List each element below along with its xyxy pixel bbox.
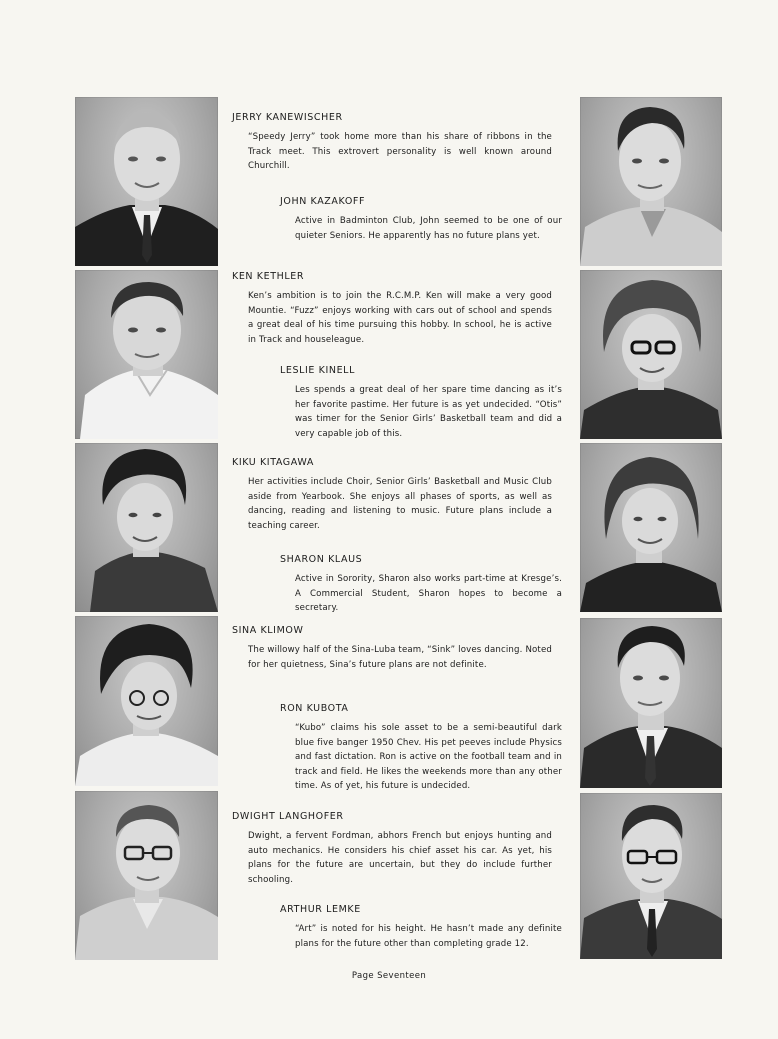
student-blurb: “Kubo” claims his sole asset to be a semi-beautiful dark blue five banger 1950 Chev. His pet peeves include Physics and fast dictation. Ron is active on the football team and in track and field. He likes the weekends more than any other time. As of yet, his future is undecided.	[295, 723, 562, 791]
student-name: JOHN KAZAKOFF	[280, 196, 366, 207]
student-blurb: Les spends a great deal of her spare time dancing as it’s her favorite pastime. Her future is as yet undecided. “Otis” was timer for the Senior Girls’ Basketball team and did a very capable job of this.	[295, 385, 562, 439]
student-blurb: Active in Badminton Club, John seemed to be one of our quieter Seniors. He apparently has no future plans yet.	[295, 216, 562, 241]
student-name: JERRY KANEWISCHER	[232, 112, 343, 123]
entry-ken-kethler	[232, 271, 552, 347]
portrait-ken-kethler	[75, 270, 218, 439]
page-number: Page Seventeen	[351, 971, 427, 981]
student-name: KIKU KITAGAWA	[232, 457, 314, 468]
student-blurb: The willowy half of the Sina-Luba team, “Sink” loves dancing. Noted for her quietness, Sina’s future plans are not definite.	[248, 645, 552, 670]
student-blurb: Her activities include Choir, Senior Girls’ Basketball and Music Club aside from Yearbook. She enjoys all phases of sports, as well as dancing, reading and listening to music. Future plans include a teaching career.	[248, 477, 552, 531]
student-blurb: Ken’s ambition is to join the R.C.M.P. Ken will make a very good Mountie. “Fuzz” enjoys working with cars out of school and spends a great deal of his time pursuing this hobby. In school, he is active in Track and houseleague.	[248, 291, 552, 345]
student-name: SHARON KLAUS	[280, 554, 363, 565]
entry-dwight-langhofer	[232, 811, 552, 887]
portrait-sina-klimow	[75, 616, 218, 786]
student-name: KEN KETHLER	[232, 271, 305, 282]
entry-arthur-lemke	[280, 904, 562, 951]
student-name: DWIGHT LANGHOFER	[232, 811, 344, 822]
portrait-sharon-klaus	[580, 443, 722, 612]
portrait-leslie-kinell	[580, 270, 722, 439]
entry-john-kazakoff	[280, 196, 562, 243]
student-name: RON KUBOTA	[280, 703, 349, 714]
entry-jerry-kanewischer	[232, 112, 552, 174]
student-blurb: Dwight, a fervent Fordman, abhors French but enjoys hunting and auto mechanics. He considers his chief asset his car. As yet, his plans for the future are uncertain, but they do include further schooling.	[248, 831, 552, 885]
student-name: LESLIE KINELL	[280, 365, 355, 376]
student-blurb: “Art” is noted for his height. He hasn’t made any definite plans for the future other than completing grade 12.	[295, 924, 562, 949]
student-name: SINA KLIMOW	[232, 625, 304, 636]
student-blurb: Active in Sorority, Sharon also works part-time at Kresge’s. A Commercial Student, Sharon hopes to become a secretary.	[295, 574, 562, 613]
portrait-arthur-lemke	[580, 793, 722, 959]
entry-kiku-kitagawa	[232, 457, 552, 533]
student-blurb: “Speedy Jerry” took home more than his share of ribbons in the Track meet. This extrovert personality is well known around Churchill.	[248, 132, 552, 171]
portrait-dwight-langhofer	[75, 791, 218, 960]
entry-sina-klimow	[232, 625, 552, 672]
entry-ron-kubota	[280, 703, 562, 794]
portrait-kiku-kitagawa	[75, 443, 218, 612]
entry-sharon-klaus	[280, 554, 562, 616]
portrait-jerry-kanewischer	[75, 97, 218, 266]
portrait-john-kazakoff	[580, 97, 722, 266]
portrait-ron-kubota	[580, 618, 722, 788]
entry-leslie-kinell	[280, 365, 562, 441]
student-name: ARTHUR LEMKE	[280, 904, 361, 915]
